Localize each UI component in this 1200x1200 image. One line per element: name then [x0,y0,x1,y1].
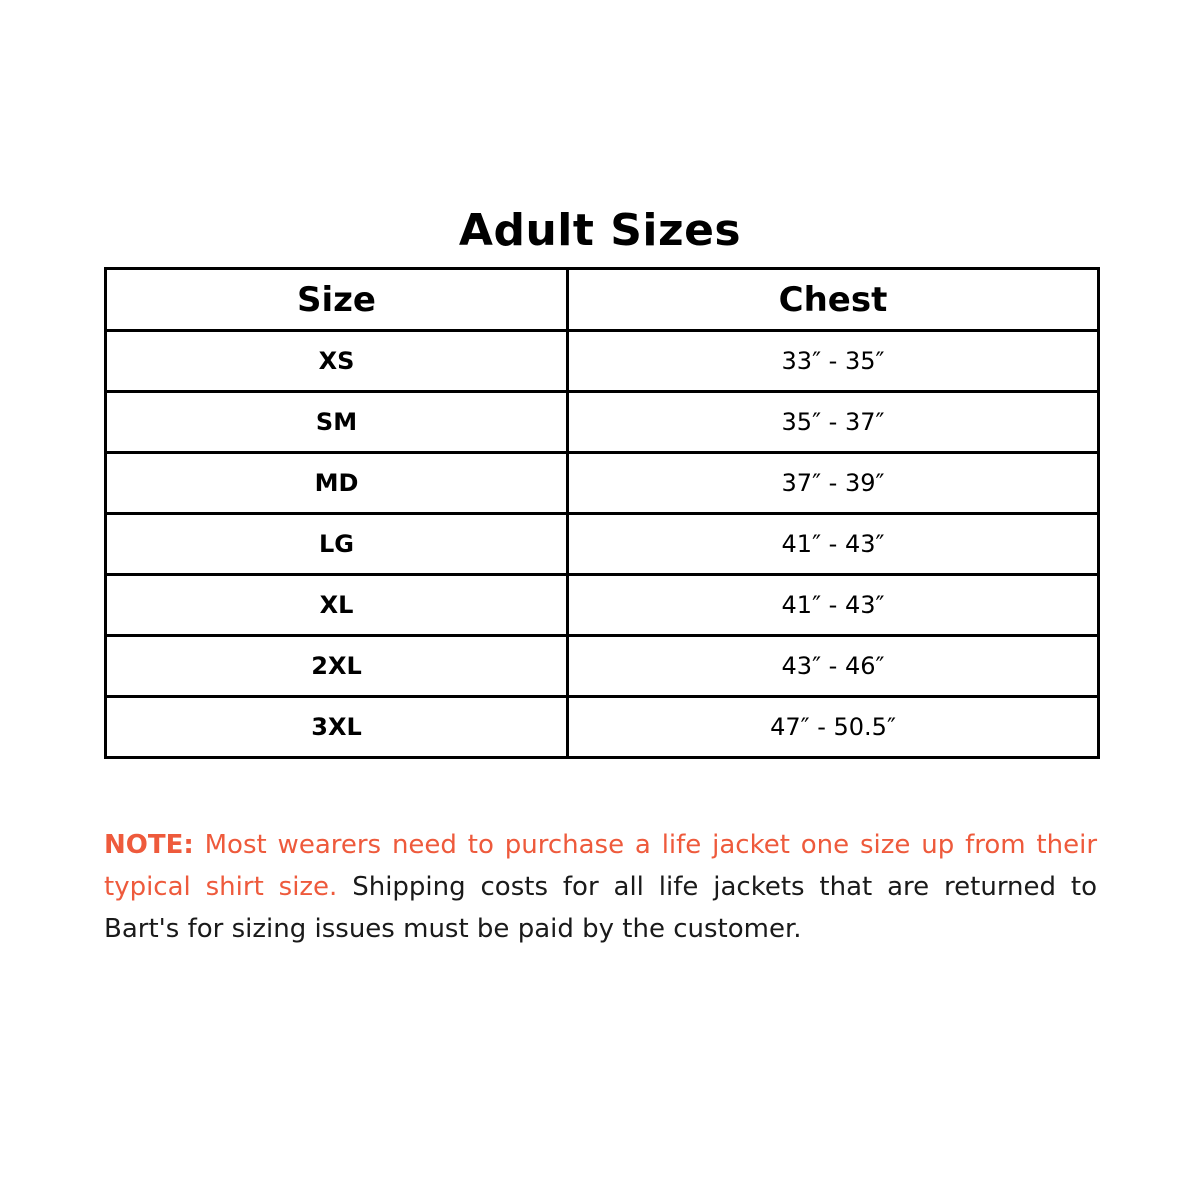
size-cell: SM [106,392,568,453]
size-column-header: Size [106,269,568,331]
table-row [106,575,1099,636]
table-row [106,636,1099,697]
size-cell: LG [106,514,568,575]
size-cell: XS [106,331,568,392]
table-row [106,331,1099,392]
chest-cell: 33″ - 35″ [568,331,1099,392]
chest-cell: 41″ - 43″ [568,575,1099,636]
sizing-note [104,824,1097,950]
chest-column-header: Chest [568,269,1099,331]
size-cell: XL [106,575,568,636]
note-label: NOTE: [104,830,194,860]
table-row [106,392,1099,453]
chest-cell: 37″ - 39″ [568,453,1099,514]
size-chart-table [104,267,1100,759]
chest-cell: 41″ - 43″ [568,514,1099,575]
table-header-row [106,269,1099,331]
chest-cell: 47″ - 50.5″ [568,697,1099,758]
chest-cell: 43″ - 46″ [568,636,1099,697]
table-row [106,697,1099,758]
note-highlight: Most wearers need to purchase a life jacket one size up from their typical shirt size. [104,830,1098,902]
note-body: Shipping costs for all life jackets that are returned to Bart's for sizing issues must be paid by the customer. [104,872,1098,944]
table-row [106,453,1099,514]
size-cell: 2XL [106,636,568,697]
chest-cell: 35″ - 37″ [568,392,1099,453]
size-cell: MD [106,453,568,514]
size-cell: 3XL [106,697,568,758]
table-row [106,514,1099,575]
page-title: Adult Sizes [458,205,742,256]
